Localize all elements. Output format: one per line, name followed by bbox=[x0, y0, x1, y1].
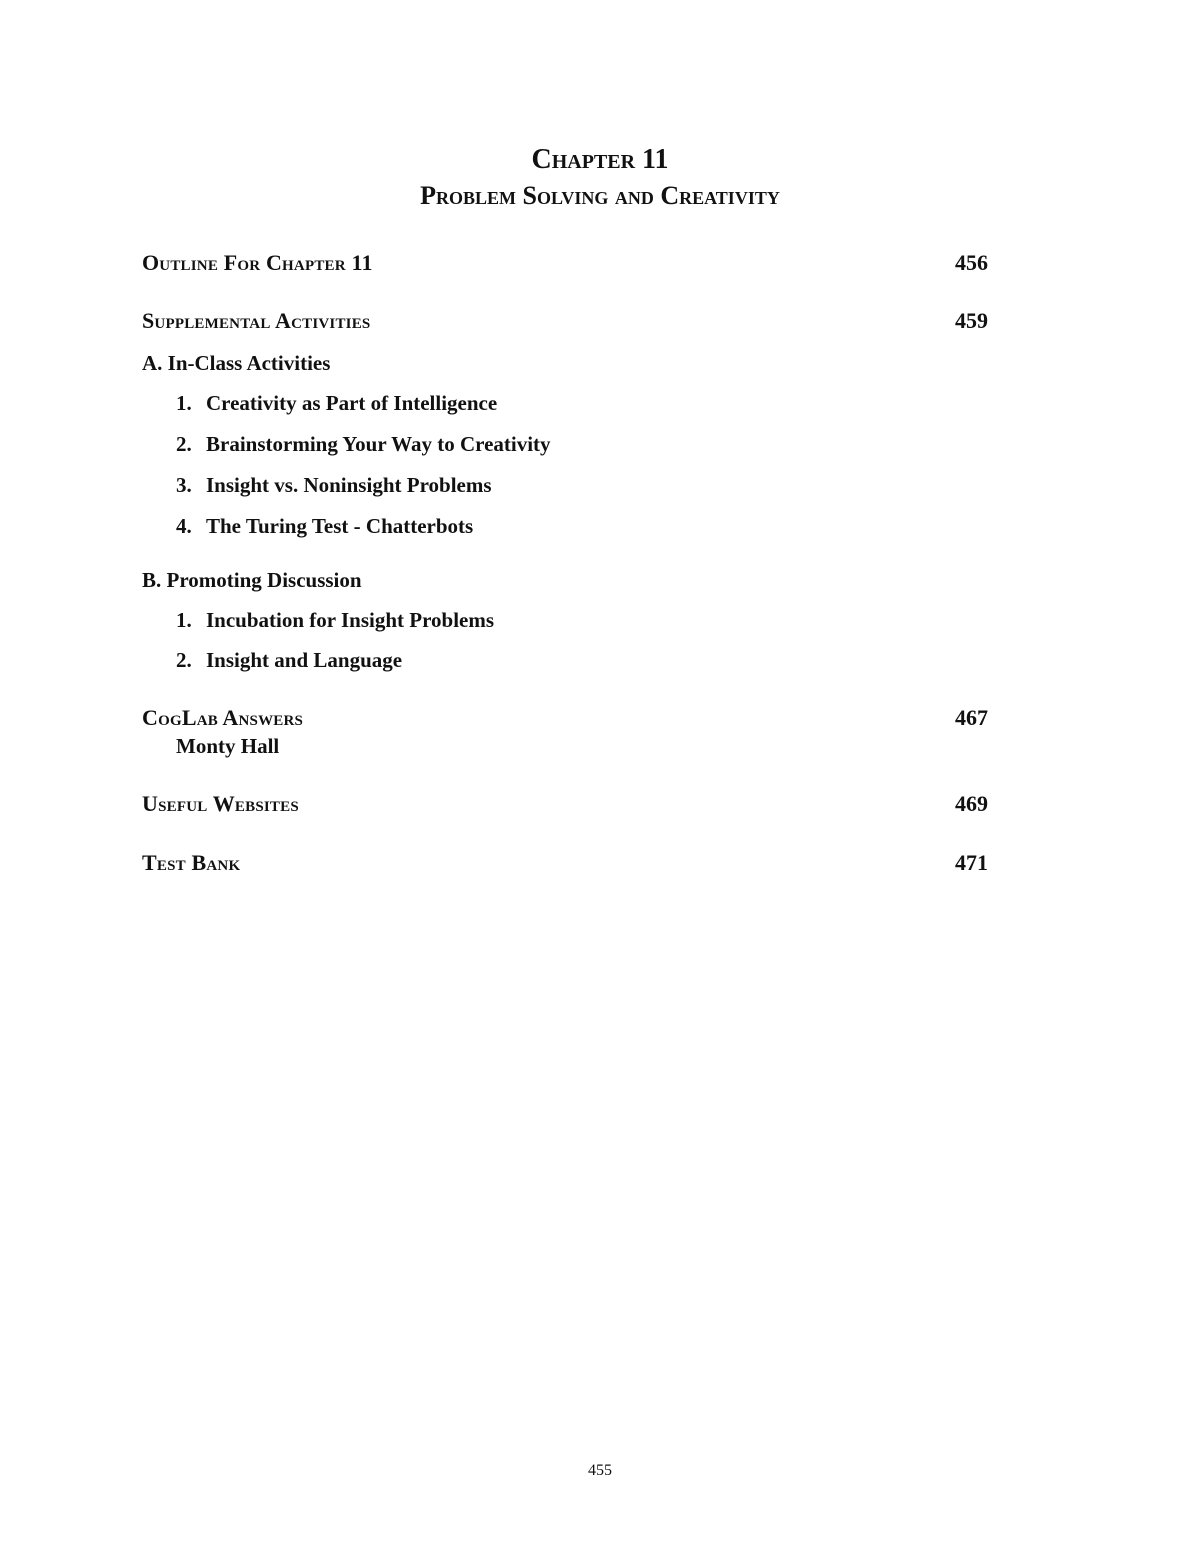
toc-entry-page: 456 bbox=[955, 250, 988, 275]
toc-entry-page: 459 bbox=[955, 308, 988, 333]
toc-entry-page: 469 bbox=[955, 791, 988, 816]
toc-entry-label: Supplemental Activities bbox=[142, 308, 371, 333]
toc-item bbox=[176, 650, 402, 671]
toc-item-number: 1. bbox=[176, 608, 192, 632]
toc-entry-label: CogLab Answers bbox=[142, 705, 304, 730]
toc-entry-supplemental bbox=[142, 310, 988, 332]
toc-entry-outline bbox=[142, 252, 988, 274]
toc-group-discussion: B. Promoting Discussion bbox=[142, 568, 362, 592]
toc-item-number: 4. bbox=[176, 514, 192, 538]
toc-item bbox=[176, 393, 497, 414]
toc-item-number: 2. bbox=[176, 648, 192, 672]
toc-item-number: 3. bbox=[176, 473, 192, 497]
toc-group-in-class: A. In-Class Activities bbox=[142, 351, 331, 375]
toc-entry-page: 471 bbox=[955, 850, 988, 875]
toc-item-text: Creativity as Part of Intelligence bbox=[206, 391, 498, 415]
toc-item-text: Brainstorming Your Way to Creativity bbox=[206, 432, 551, 456]
toc-entry-page: 467 bbox=[955, 705, 988, 730]
toc-item-number: 1. bbox=[176, 391, 192, 415]
toc-item bbox=[176, 475, 492, 496]
page-number: 455 bbox=[588, 1462, 612, 1479]
chapter-number: Chapter 11 bbox=[531, 144, 669, 175]
toc-entry-label: Outline For Chapter 11 bbox=[142, 250, 373, 275]
toc-entry-testbank bbox=[142, 852, 988, 874]
toc-coglab-sub: Monty Hall bbox=[176, 734, 280, 758]
toc-item bbox=[176, 434, 551, 455]
chapter-title: Problem Solving and Creativity bbox=[420, 181, 780, 210]
toc-entry-label: Test Bank bbox=[142, 850, 241, 875]
toc-item-text: Insight vs. Noninsight Problems bbox=[206, 473, 492, 497]
toc-entry-label: Useful Websites bbox=[142, 791, 299, 816]
toc-item-text: Incubation for Insight Problems bbox=[206, 608, 495, 632]
toc-item-text: Insight and Language bbox=[206, 648, 403, 672]
toc-entry-coglab bbox=[142, 707, 988, 729]
toc-item bbox=[176, 516, 473, 537]
toc-item-text: The Turing Test - Chatterbots bbox=[206, 514, 474, 538]
toc-item-number: 2. bbox=[176, 432, 192, 456]
toc-entry-websites bbox=[142, 793, 988, 815]
toc-item bbox=[176, 610, 494, 631]
